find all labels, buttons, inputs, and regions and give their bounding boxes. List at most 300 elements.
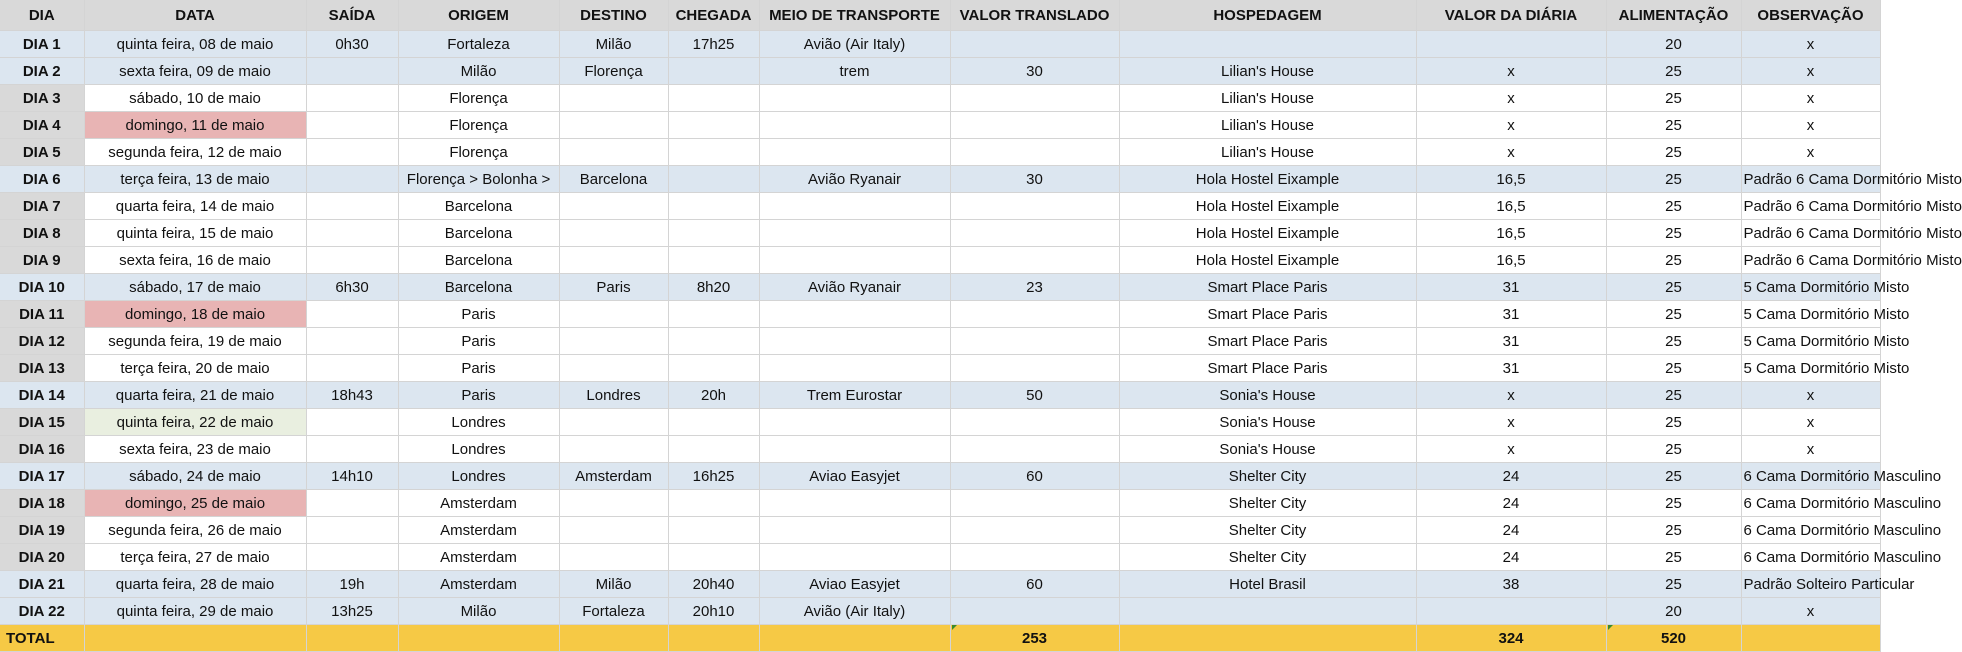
cell-alimentacao[interactable]: 25 [1606, 112, 1741, 139]
cell-alimentacao[interactable]: 20 [1606, 598, 1741, 625]
table-row [0, 544, 1880, 571]
cell-dia[interactable]: DIA 12 [0, 328, 84, 355]
cell-data[interactable]: quinta feira, 08 de maio [84, 31, 306, 58]
total-alimentacao[interactable]: 520 [1606, 625, 1741, 652]
table-row [0, 598, 1880, 625]
cell-transporte[interactable] [759, 247, 950, 274]
cell-chegada[interactable] [668, 193, 759, 220]
cell-hospedagem[interactable]: Shelter City [1119, 463, 1416, 490]
cell-dia[interactable]: DIA 4 [0, 112, 84, 139]
cell-data[interactable]: segunda feira, 19 de maio [84, 328, 306, 355]
cell-chegada[interactable] [668, 355, 759, 382]
cell-chegada[interactable]: 20h [668, 382, 759, 409]
cell-translado[interactable] [950, 112, 1119, 139]
cell-alimentacao[interactable]: 25 [1606, 58, 1741, 85]
cell-data[interactable]: sexta feira, 16 de maio [84, 247, 306, 274]
cell-translado[interactable] [950, 436, 1119, 463]
header-row [0, 0, 1880, 31]
cell-saida[interactable]: 0h30 [306, 31, 398, 58]
cell-diaria[interactable]: 24 [1416, 490, 1606, 517]
cell-origem[interactable]: Paris [398, 355, 559, 382]
cell-alimentacao[interactable]: 25 [1606, 85, 1741, 112]
cell-saida[interactable]: 19h [306, 571, 398, 598]
cell-dia[interactable]: DIA 10 [0, 274, 84, 301]
cell-translado[interactable]: 50 [950, 382, 1119, 409]
cell-destino[interactable] [559, 85, 668, 112]
header-valor-diaria[interactable]: VALOR DA DIÁRIA [1416, 0, 1606, 31]
total-cell[interactable] [1741, 625, 1880, 652]
cell-observacao[interactable]: x [1741, 382, 1880, 409]
cell-destino[interactable] [559, 490, 668, 517]
cell-saida[interactable] [306, 58, 398, 85]
cell-transporte[interactable]: Avião (Air Italy) [759, 31, 950, 58]
cell-diaria[interactable]: x [1416, 85, 1606, 112]
cell-saida[interactable]: 6h30 [306, 274, 398, 301]
cell-alimentacao[interactable]: 25 [1606, 409, 1741, 436]
cell-translado[interactable] [950, 355, 1119, 382]
cell-observacao[interactable]: x [1741, 436, 1880, 463]
cell-diaria[interactable]: x [1416, 58, 1606, 85]
cell-data[interactable]: segunda feira, 12 de maio [84, 139, 306, 166]
cell-transporte[interactable]: trem [759, 58, 950, 85]
table-row [0, 571, 1880, 598]
cell-transporte[interactable] [759, 220, 950, 247]
cell-observacao[interactable]: x [1741, 58, 1880, 85]
cell-transporte[interactable] [759, 139, 950, 166]
cell-diaria[interactable] [1416, 31, 1606, 58]
cell-chegada[interactable] [668, 166, 759, 193]
cell-dia[interactable]: DIA 18 [0, 490, 84, 517]
cell-diaria[interactable]: x [1416, 382, 1606, 409]
cell-data[interactable]: terça feira, 27 de maio [84, 544, 306, 571]
cell-translado[interactable]: 60 [950, 463, 1119, 490]
cell-saida[interactable] [306, 139, 398, 166]
cell-saida[interactable] [306, 193, 398, 220]
total-cell[interactable] [306, 625, 398, 652]
cell-origem[interactable]: Barcelona [398, 220, 559, 247]
cell-alimentacao[interactable]: 25 [1606, 274, 1741, 301]
cell-destino[interactable] [559, 247, 668, 274]
cell-alimentacao[interactable]: 25 [1606, 382, 1741, 409]
cell-hospedagem[interactable]: Hola Hostel Eixample [1119, 166, 1416, 193]
cell-observacao[interactable]: x [1741, 85, 1880, 112]
cell-origem[interactable]: Barcelona [398, 193, 559, 220]
cell-hospedagem[interactable]: Shelter City [1119, 544, 1416, 571]
cell-dia[interactable]: DIA 20 [0, 544, 84, 571]
cell-diaria[interactable]: 31 [1416, 328, 1606, 355]
cell-data[interactable]: domingo, 25 de maio [84, 490, 306, 517]
cell-saida[interactable] [306, 301, 398, 328]
cell-chegada[interactable]: 20h40 [668, 571, 759, 598]
cell-translado[interactable]: 23 [950, 274, 1119, 301]
cell-transporte[interactable]: Trem Eurostar [759, 382, 950, 409]
cell-origem[interactable]: Milão [398, 58, 559, 85]
cell-destino[interactable] [559, 328, 668, 355]
cell-data[interactable]: quarta feira, 28 de maio [84, 571, 306, 598]
cell-destino[interactable]: Fortaleza [559, 598, 668, 625]
cell-diaria[interactable]: 31 [1416, 301, 1606, 328]
cell-observacao[interactable]: 5 Cama Dormitório Misto [1741, 355, 1880, 382]
cell-alimentacao[interactable]: 25 [1606, 571, 1741, 598]
cell-diaria[interactable] [1416, 598, 1606, 625]
header-dia[interactable]: DIA [0, 0, 84, 31]
cell-data[interactable]: sexta feira, 23 de maio [84, 436, 306, 463]
cell-origem[interactable]: Amsterdam [398, 571, 559, 598]
cell-hospedagem[interactable]: Smart Place Paris [1119, 274, 1416, 301]
cell-hospedagem[interactable]: Lilian's House [1119, 85, 1416, 112]
total-cell[interactable] [1119, 625, 1416, 652]
cell-hospedagem[interactable] [1119, 598, 1416, 625]
cell-chegada[interactable] [668, 517, 759, 544]
cell-dia[interactable]: DIA 2 [0, 58, 84, 85]
header-alimentacao[interactable]: ALIMENTAÇÃO [1606, 0, 1741, 31]
cell-translado[interactable] [950, 247, 1119, 274]
cell-chegada[interactable]: 8h20 [668, 274, 759, 301]
cell-transporte[interactable] [759, 436, 950, 463]
cell-transporte[interactable] [759, 490, 950, 517]
total-cell[interactable] [398, 625, 559, 652]
cell-translado[interactable] [950, 328, 1119, 355]
cell-transporte[interactable] [759, 85, 950, 112]
cell-origem[interactable]: Florença [398, 112, 559, 139]
cell-saida[interactable] [306, 436, 398, 463]
cell-dia[interactable]: DIA 22 [0, 598, 84, 625]
cell-transporte[interactable] [759, 409, 950, 436]
cell-destino[interactable]: Amsterdam [559, 463, 668, 490]
cell-origem[interactable]: Fortaleza [398, 31, 559, 58]
cell-alimentacao[interactable]: 25 [1606, 166, 1741, 193]
cell-alimentacao[interactable]: 25 [1606, 247, 1741, 274]
cell-diaria[interactable]: x [1416, 139, 1606, 166]
cell-saida[interactable] [306, 517, 398, 544]
cell-destino[interactable]: Milão [559, 571, 668, 598]
cell-observacao[interactable]: 6 Cama Dormitório Masculino [1741, 517, 1880, 544]
cell-origem[interactable]: Barcelona [398, 247, 559, 274]
cell-dia[interactable]: DIA 15 [0, 409, 84, 436]
cell-chegada[interactable] [668, 490, 759, 517]
cell-hospedagem[interactable]: Hola Hostel Eixample [1119, 193, 1416, 220]
cell-chegada[interactable]: 16h25 [668, 463, 759, 490]
cell-chegada[interactable]: 17h25 [668, 31, 759, 58]
cell-chegada[interactable] [668, 328, 759, 355]
cell-observacao[interactable]: x [1741, 31, 1880, 58]
total-diaria[interactable]: 324 [1416, 625, 1606, 652]
cell-translado[interactable] [950, 220, 1119, 247]
cell-translado[interactable] [950, 301, 1119, 328]
total-cell[interactable] [84, 625, 306, 652]
cell-saida[interactable] [306, 328, 398, 355]
cell-hospedagem[interactable] [1119, 31, 1416, 58]
cell-hospedagem[interactable]: Hotel Brasil [1119, 571, 1416, 598]
cell-origem[interactable]: Amsterdam [398, 490, 559, 517]
cell-origem[interactable]: Paris [398, 301, 559, 328]
cell-saida[interactable] [306, 490, 398, 517]
cell-data[interactable]: terça feira, 20 de maio [84, 355, 306, 382]
cell-translado[interactable] [950, 544, 1119, 571]
header-transporte[interactable]: MEIO DE TRANSPORTE [759, 0, 950, 31]
cell-observacao[interactable]: x [1741, 112, 1880, 139]
cell-chegada[interactable]: 20h10 [668, 598, 759, 625]
cell-destino[interactable]: Londres [559, 382, 668, 409]
cell-saida[interactable]: 18h43 [306, 382, 398, 409]
cell-destino[interactable] [559, 436, 668, 463]
cell-observacao[interactable]: 6 Cama Dormitório Masculino [1741, 490, 1880, 517]
cell-destino[interactable]: Barcelona [559, 166, 668, 193]
cell-chegada[interactable] [668, 247, 759, 274]
cell-diaria[interactable]: 24 [1416, 517, 1606, 544]
cell-saida[interactable]: 14h10 [306, 463, 398, 490]
total-cell[interactable] [668, 625, 759, 652]
cell-destino[interactable] [559, 544, 668, 571]
cell-destino[interactable] [559, 193, 668, 220]
table-row [0, 301, 1880, 328]
cell-diaria[interactable]: 31 [1416, 355, 1606, 382]
cell-destino[interactable] [559, 301, 668, 328]
cell-saida[interactable] [306, 544, 398, 571]
cell-dia[interactable]: DIA 11 [0, 301, 84, 328]
cell-alimentacao[interactable]: 25 [1606, 436, 1741, 463]
total-cell[interactable] [559, 625, 668, 652]
cell-origem[interactable]: Londres [398, 409, 559, 436]
cell-origem[interactable]: Amsterdam [398, 517, 559, 544]
cell-origem[interactable]: Paris [398, 328, 559, 355]
cell-dia[interactable]: DIA 3 [0, 85, 84, 112]
cell-transporte[interactable]: Aviao Easyjet [759, 571, 950, 598]
cell-saida[interactable] [306, 220, 398, 247]
header-origem[interactable]: ORIGEM [398, 0, 559, 31]
cell-hospedagem[interactable]: Smart Place Paris [1119, 301, 1416, 328]
cell-diaria[interactable]: x [1416, 436, 1606, 463]
cell-alimentacao[interactable]: 20 [1606, 31, 1741, 58]
cell-saida[interactable] [306, 85, 398, 112]
cell-dia[interactable]: DIA 1 [0, 31, 84, 58]
cell-diaria[interactable]: 16,5 [1416, 220, 1606, 247]
cell-origem[interactable]: Milão [398, 598, 559, 625]
cell-data[interactable]: terça feira, 13 de maio [84, 166, 306, 193]
cell-destino[interactable] [559, 220, 668, 247]
cell-hospedagem[interactable]: Shelter City [1119, 517, 1416, 544]
cell-origem[interactable]: Londres [398, 463, 559, 490]
cell-origem[interactable]: Florença [398, 85, 559, 112]
cell-translado[interactable] [950, 85, 1119, 112]
cell-saida[interactable] [306, 112, 398, 139]
cell-data[interactable]: quinta feira, 29 de maio [84, 598, 306, 625]
cell-transporte[interactable] [759, 193, 950, 220]
cell-observacao[interactable]: 6 Cama Dormitório Masculino [1741, 463, 1880, 490]
cell-destino[interactable]: Florença [559, 58, 668, 85]
cell-translado[interactable]: 30 [950, 166, 1119, 193]
cell-hospedagem[interactable]: Smart Place Paris [1119, 355, 1416, 382]
table-row [0, 409, 1880, 436]
cell-alimentacao[interactable]: 25 [1606, 517, 1741, 544]
cell-translado[interactable] [950, 31, 1119, 58]
cell-data[interactable]: segunda feira, 26 de maio [84, 517, 306, 544]
cell-diaria[interactable]: x [1416, 112, 1606, 139]
cell-diaria[interactable]: 16,5 [1416, 166, 1606, 193]
total-label[interactable]: TOTAL [0, 625, 84, 652]
cell-hospedagem[interactable]: Shelter City [1119, 490, 1416, 517]
cell-translado[interactable]: 60 [950, 571, 1119, 598]
cell-data[interactable]: quinta feira, 22 de maio [84, 409, 306, 436]
cell-dia[interactable]: DIA 5 [0, 139, 84, 166]
cell-dia[interactable]: DIA 16 [0, 436, 84, 463]
header-hospedagem[interactable]: HOSPEDAGEM [1119, 0, 1416, 31]
cell-hospedagem[interactable]: Lilian's House [1119, 139, 1416, 166]
cell-translado[interactable] [950, 409, 1119, 436]
table-row [0, 517, 1880, 544]
cell-diaria[interactable]: 31 [1416, 274, 1606, 301]
cell-transporte[interactable] [759, 112, 950, 139]
cell-chegada[interactable] [668, 544, 759, 571]
cell-hospedagem[interactable]: Sonia's House [1119, 436, 1416, 463]
header-observacao[interactable]: OBSERVAÇÃO [1741, 0, 1880, 31]
cell-dia[interactable]: DIA 6 [0, 166, 84, 193]
cell-transporte[interactable] [759, 517, 950, 544]
cell-data[interactable]: quarta feira, 14 de maio [84, 193, 306, 220]
cell-translado[interactable] [950, 193, 1119, 220]
cell-hospedagem[interactable]: Smart Place Paris [1119, 328, 1416, 355]
cell-observacao[interactable]: x [1741, 409, 1880, 436]
cell-data[interactable]: domingo, 18 de maio [84, 301, 306, 328]
header-saida[interactable]: SAÍDA [306, 0, 398, 31]
cell-diaria[interactable]: 24 [1416, 544, 1606, 571]
cell-transporte[interactable]: Aviao Easyjet [759, 463, 950, 490]
total-cell[interactable] [759, 625, 950, 652]
cell-saida[interactable] [306, 166, 398, 193]
cell-dia[interactable]: DIA 19 [0, 517, 84, 544]
cell-data[interactable]: sábado, 24 de maio [84, 463, 306, 490]
cell-alimentacao[interactable]: 25 [1606, 193, 1741, 220]
cell-transporte[interactable] [759, 544, 950, 571]
cell-alimentacao[interactable]: 25 [1606, 544, 1741, 571]
cell-dia[interactable]: DIA 9 [0, 247, 84, 274]
cell-chegada[interactable] [668, 112, 759, 139]
cell-observacao[interactable]: Padrão 6 Cama Dormitório Misto [1741, 220, 1880, 247]
cell-saida[interactable] [306, 247, 398, 274]
cell-data[interactable]: sábado, 17 de maio [84, 274, 306, 301]
cell-origem[interactable]: Amsterdam [398, 544, 559, 571]
cell-saida[interactable]: 13h25 [306, 598, 398, 625]
cell-destino[interactable] [559, 409, 668, 436]
cell-chegada[interactable] [668, 220, 759, 247]
cell-diaria[interactable]: 38 [1416, 571, 1606, 598]
cell-chegada[interactable] [668, 139, 759, 166]
cell-hospedagem[interactable]: Hola Hostel Eixample [1119, 247, 1416, 274]
cell-diaria[interactable]: 16,5 [1416, 247, 1606, 274]
cell-observacao[interactable]: Padrão 6 Cama Dormitório Misto [1741, 247, 1880, 274]
cell-diaria[interactable]: 24 [1416, 463, 1606, 490]
cell-dia[interactable]: DIA 7 [0, 193, 84, 220]
cell-dia[interactable]: DIA 14 [0, 382, 84, 409]
cell-origem[interactable]: Barcelona [398, 274, 559, 301]
cell-observacao[interactable]: 5 Cama Dormitório Misto [1741, 301, 1880, 328]
header-valor-translado[interactable]: VALOR TRANSLADO [950, 0, 1119, 31]
cell-observacao[interactable]: 5 Cama Dormitório Misto [1741, 328, 1880, 355]
cell-hospedagem[interactable]: Hola Hostel Eixample [1119, 220, 1416, 247]
cell-transporte[interactable]: Avião Ryanair [759, 274, 950, 301]
total-translado[interactable]: 253 [950, 625, 1119, 652]
cell-origem[interactable]: Florença > Bolonha > [398, 166, 559, 193]
cell-chegada[interactable] [668, 85, 759, 112]
table-row [0, 139, 1880, 166]
cell-hospedagem[interactable]: Lilian's House [1119, 58, 1416, 85]
cell-destino[interactable] [559, 517, 668, 544]
header-data[interactable]: DATA [84, 0, 306, 31]
header-chegada[interactable]: CHEGADA [668, 0, 759, 31]
cell-observacao[interactable]: Padrão 6 Cama Dormitório Misto [1741, 166, 1880, 193]
cell-translado[interactable] [950, 139, 1119, 166]
cell-transporte[interactable] [759, 328, 950, 355]
cell-translado[interactable]: 30 [950, 58, 1119, 85]
cell-observacao[interactable]: 6 Cama Dormitório Masculino [1741, 544, 1880, 571]
cell-hospedagem[interactable]: Sonia's House [1119, 409, 1416, 436]
cell-transporte[interactable]: Avião Ryanair [759, 166, 950, 193]
cell-observacao[interactable]: x [1741, 598, 1880, 625]
cell-destino[interactable]: Milão [559, 31, 668, 58]
cell-destino[interactable] [559, 139, 668, 166]
cell-alimentacao[interactable]: 25 [1606, 301, 1741, 328]
cell-origem[interactable]: Paris [398, 382, 559, 409]
cell-hospedagem[interactable]: Sonia's House [1119, 382, 1416, 409]
cell-alimentacao[interactable]: 25 [1606, 328, 1741, 355]
cell-translado[interactable] [950, 598, 1119, 625]
cell-diaria[interactable]: 16,5 [1416, 193, 1606, 220]
cell-observacao[interactable]: Padrão Solteiro Particular [1741, 571, 1880, 598]
header-destino[interactable]: DESTINO [559, 0, 668, 31]
cell-dia[interactable]: DIA 8 [0, 220, 84, 247]
cell-dia[interactable]: DIA 17 [0, 463, 84, 490]
table-row [0, 58, 1880, 85]
cell-data[interactable]: sábado, 10 de maio [84, 85, 306, 112]
cell-data[interactable]: sexta feira, 09 de maio [84, 58, 306, 85]
cell-origem[interactable]: Florença [398, 139, 559, 166]
cell-data[interactable]: domingo, 11 de maio [84, 112, 306, 139]
cell-translado[interactable] [950, 517, 1119, 544]
cell-chegada[interactable] [668, 409, 759, 436]
cell-alimentacao[interactable]: 25 [1606, 139, 1741, 166]
cell-dia[interactable]: DIA 13 [0, 355, 84, 382]
cell-alimentacao[interactable]: 25 [1606, 220, 1741, 247]
cell-observacao[interactable]: x [1741, 139, 1880, 166]
cell-dia[interactable]: DIA 21 [0, 571, 84, 598]
cell-destino[interactable] [559, 112, 668, 139]
cell-observacao[interactable]: 5 Cama Dormitório Misto [1741, 274, 1880, 301]
cell-observacao[interactable]: Padrão 6 Cama Dormitório Misto [1741, 193, 1880, 220]
cell-transporte[interactable] [759, 355, 950, 382]
cell-alimentacao[interactable]: 25 [1606, 355, 1741, 382]
cell-alimentacao[interactable]: 25 [1606, 463, 1741, 490]
cell-hospedagem[interactable]: Lilian's House [1119, 112, 1416, 139]
cell-data[interactable]: quinta feira, 15 de maio [84, 220, 306, 247]
table-row [0, 166, 1880, 193]
cell-saida[interactable] [306, 355, 398, 382]
table-body [0, 31, 1962, 625]
cell-chegada[interactable] [668, 436, 759, 463]
cell-destino[interactable] [559, 355, 668, 382]
cell-destino[interactable]: Paris [559, 274, 668, 301]
table-row [0, 436, 1880, 463]
cell-origem[interactable]: Londres [398, 436, 559, 463]
cell-transporte[interactable]: Avião (Air Italy) [759, 598, 950, 625]
cell-diaria[interactable]: x [1416, 409, 1606, 436]
cell-alimentacao[interactable]: 25 [1606, 490, 1741, 517]
cell-chegada[interactable] [668, 301, 759, 328]
cell-transporte[interactable] [759, 301, 950, 328]
cell-translado[interactable] [950, 490, 1119, 517]
cell-chegada[interactable] [668, 58, 759, 85]
cell-data[interactable]: quarta feira, 21 de maio [84, 382, 306, 409]
cell-saida[interactable] [306, 409, 398, 436]
